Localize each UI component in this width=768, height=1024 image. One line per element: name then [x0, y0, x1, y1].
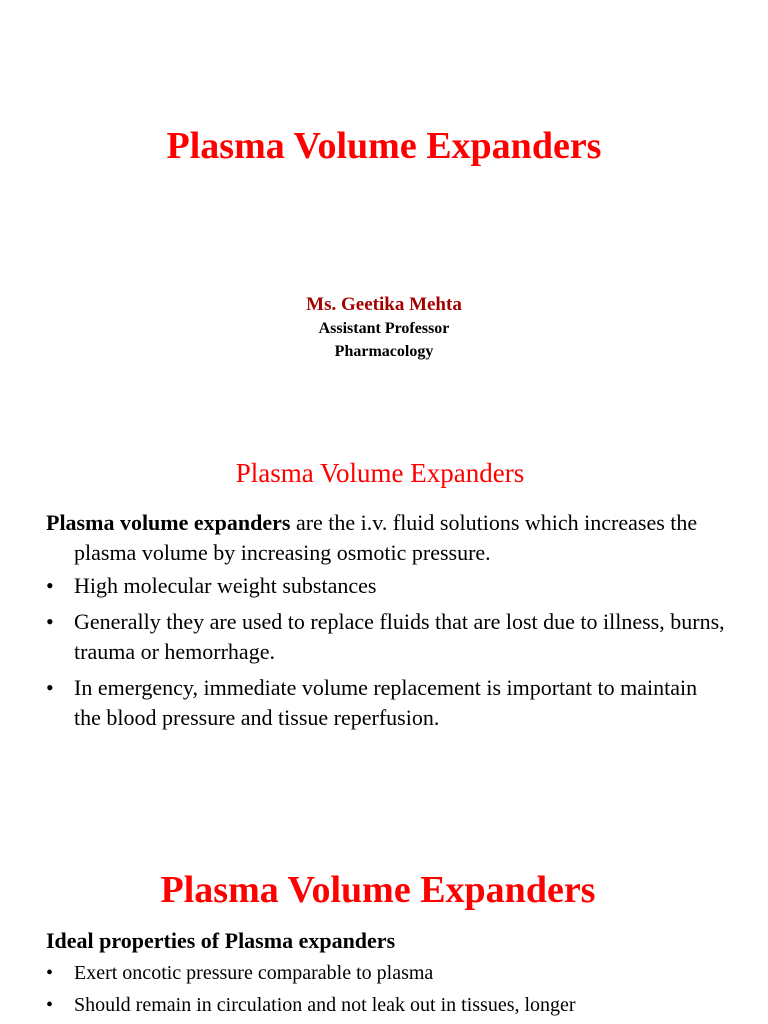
definition-paragraph — [46, 508, 726, 568]
definition-bullet-list — [46, 571, 726, 733]
slide-ideal-properties — [0, 822, 768, 1024]
list-item-text: Generally they are used to replace fluids that are lost due to illness, burns, trauma or hemorrhage. — [74, 609, 725, 664]
definition-term: Plasma volume expanders — [46, 510, 291, 535]
bullet-icon: • — [46, 675, 54, 700]
slide-title — [0, 0, 768, 432]
list-item — [46, 673, 726, 733]
list-item-text: High molecular weight substances — [74, 573, 377, 598]
author-department: Pharmacology — [334, 343, 434, 360]
slide-3-title: Plasma Volume Expanders — [160, 869, 596, 911]
list-item — [46, 989, 726, 1021]
list-item — [46, 571, 726, 601]
properties-heading: Ideal properties of Plasma expanders — [46, 928, 396, 953]
list-item-text: Should remain in circulation and not leak out in tissues, longer — [74, 994, 576, 1016]
list-item — [46, 957, 726, 989]
slide-2-title: Plasma Volume Expanders — [235, 458, 525, 488]
list-item — [46, 607, 726, 667]
author-name: Ms. Geetika Mehta — [306, 294, 462, 315]
slide-3-body — [46, 926, 726, 1021]
slide-definition — [0, 432, 768, 822]
bullet-icon: • — [46, 609, 54, 634]
list-item-text: In emergency, immediate volume replacement is important to maintain the blood pressure and tissue reperfusion. — [74, 675, 698, 730]
definition-text: are the i.v. fluid solutions which increases the plasma volume by increasing osmotic pressure. — [74, 510, 698, 565]
bullet-icon: • — [46, 994, 54, 1016]
bullet-icon: • — [46, 573, 54, 598]
slide-2-body — [46, 508, 726, 739]
properties-bullet-list — [46, 957, 726, 1021]
presentation-title: Plasma Volume Expanders — [166, 125, 602, 167]
list-item-text: Exert oncotic pressure comparable to plasma — [74, 962, 434, 984]
bullet-icon: • — [46, 962, 54, 984]
author-role: Assistant Professor — [318, 320, 450, 337]
